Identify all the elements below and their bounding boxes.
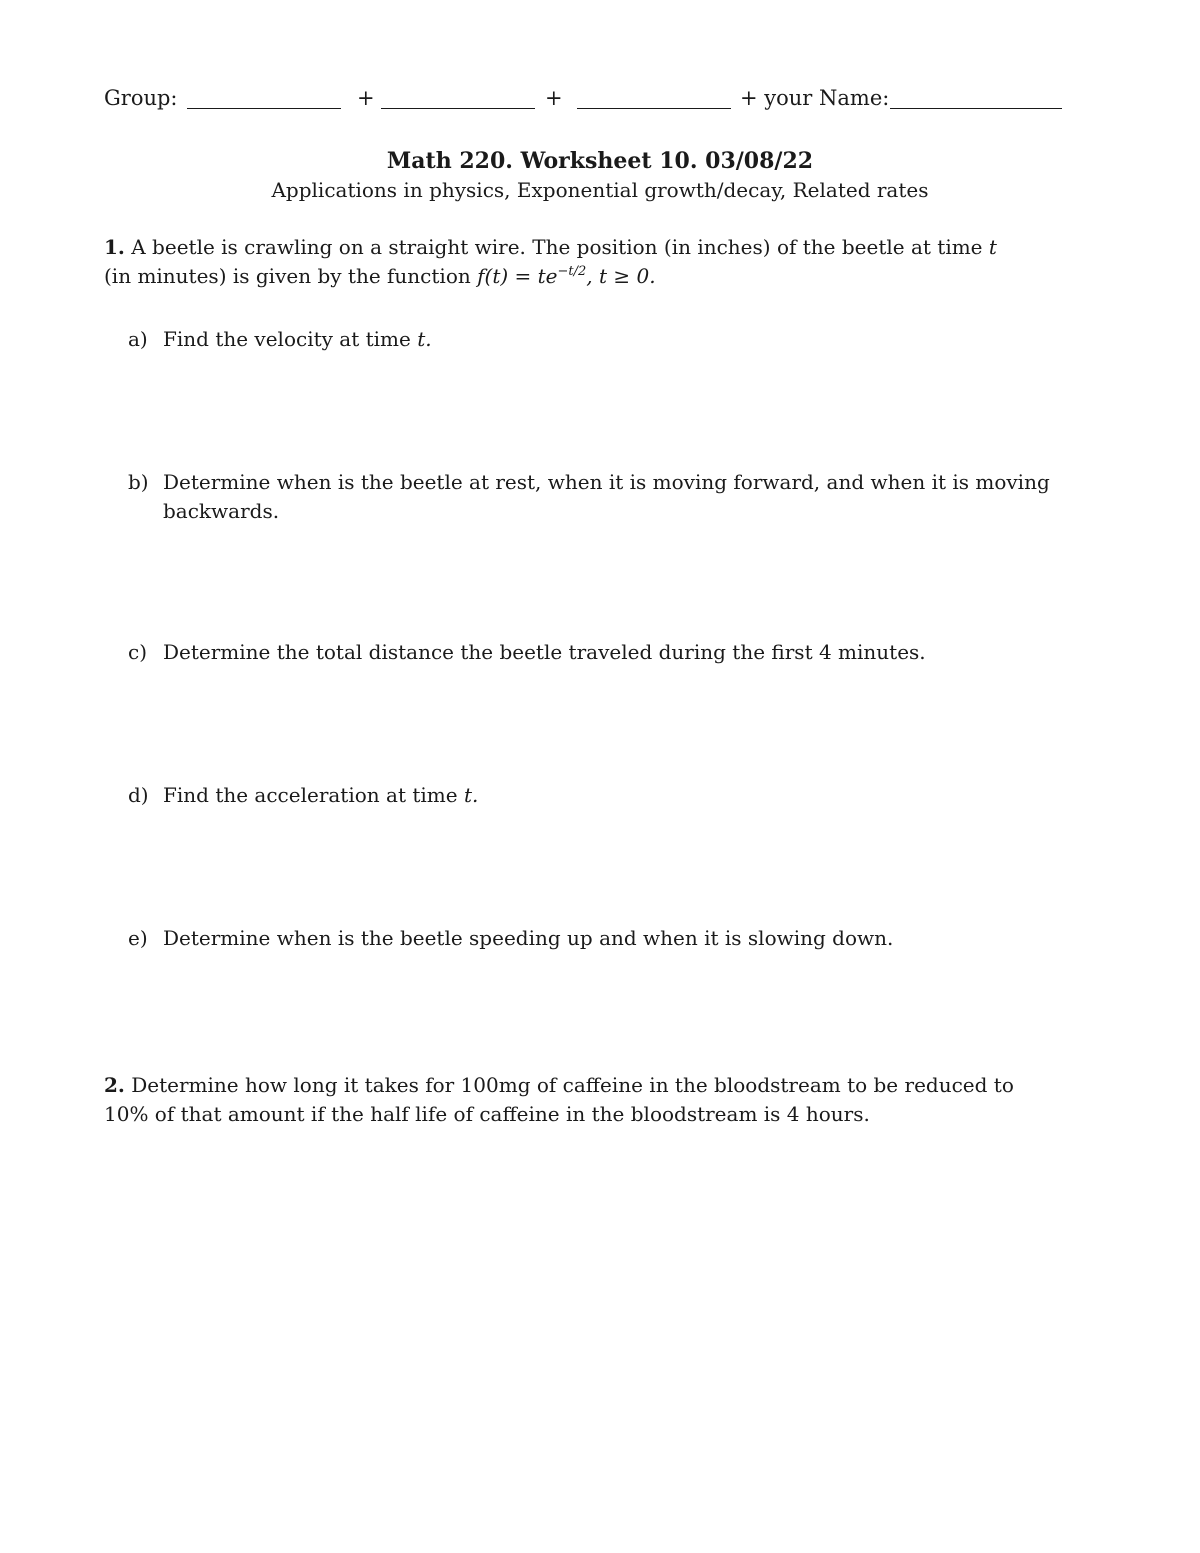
group-label: Group: xyxy=(104,86,178,110)
function-exponent: −t/2 xyxy=(557,264,587,279)
plus-sign: + xyxy=(545,86,563,110)
group-member-1-blank xyxy=(187,108,341,109)
problem-text: Determine how long it takes for 100mg of caffeine in the bloodstream to be reduced to xyxy=(131,1073,1014,1097)
part-text: backwards. xyxy=(163,499,280,523)
problem-number: 1. xyxy=(104,235,125,259)
worksheet-subtitle: Applications in physics, Exponential growth/decay, Related rates xyxy=(271,178,929,202)
part-label: d) xyxy=(128,783,149,807)
part-label: b) xyxy=(128,470,149,494)
worksheet-title: Math 220. Worksheet 10. 03/08/22 xyxy=(386,148,814,174)
math-variable: t. xyxy=(417,327,432,351)
position-function: f(t) = te xyxy=(477,264,558,288)
problem-1-statement xyxy=(104,233,1064,291)
problem-number: 2. xyxy=(104,1073,125,1097)
math-variable: t. xyxy=(463,783,479,807)
part-label: a) xyxy=(128,327,148,351)
part-b-question xyxy=(163,468,1050,526)
group-member-3-blank xyxy=(577,108,731,109)
plus-sign: + xyxy=(357,86,375,110)
part-e-question: Determine when is the beetle speeding up and when it is slowing down. xyxy=(163,926,894,950)
part-label: e) xyxy=(128,926,148,950)
math-variable: t xyxy=(988,235,997,259)
problem-2-statement xyxy=(104,1071,1064,1129)
problem-text: 10% of that amount if the half life of caffeine in the bloodstream is 4 hours. xyxy=(104,1102,870,1126)
name-label: + your Name: xyxy=(740,86,890,110)
part-d-question xyxy=(163,781,1043,810)
part-a-question xyxy=(163,325,1043,354)
part-text: Determine when is the beetle at rest, when it is moving forward, and when it is moving xyxy=(163,470,1050,494)
part-label: c) xyxy=(128,640,148,664)
your-name-blank xyxy=(890,108,1062,109)
function-domain: , t ≥ 0. xyxy=(586,264,656,288)
part-text: Find the acceleration at time xyxy=(163,783,458,807)
group-member-2-blank xyxy=(381,108,535,109)
name-header xyxy=(104,86,1064,116)
part-text: Find the velocity at time xyxy=(163,327,411,351)
problem-text: A beetle is crawling on a straight wire. The position (in inches) of the beetle at time xyxy=(131,235,983,259)
problem-text: (in minutes) is given by the function xyxy=(104,264,471,288)
part-c-question: Determine the total distance the beetle traveled during the first 4 minutes. xyxy=(163,640,926,664)
